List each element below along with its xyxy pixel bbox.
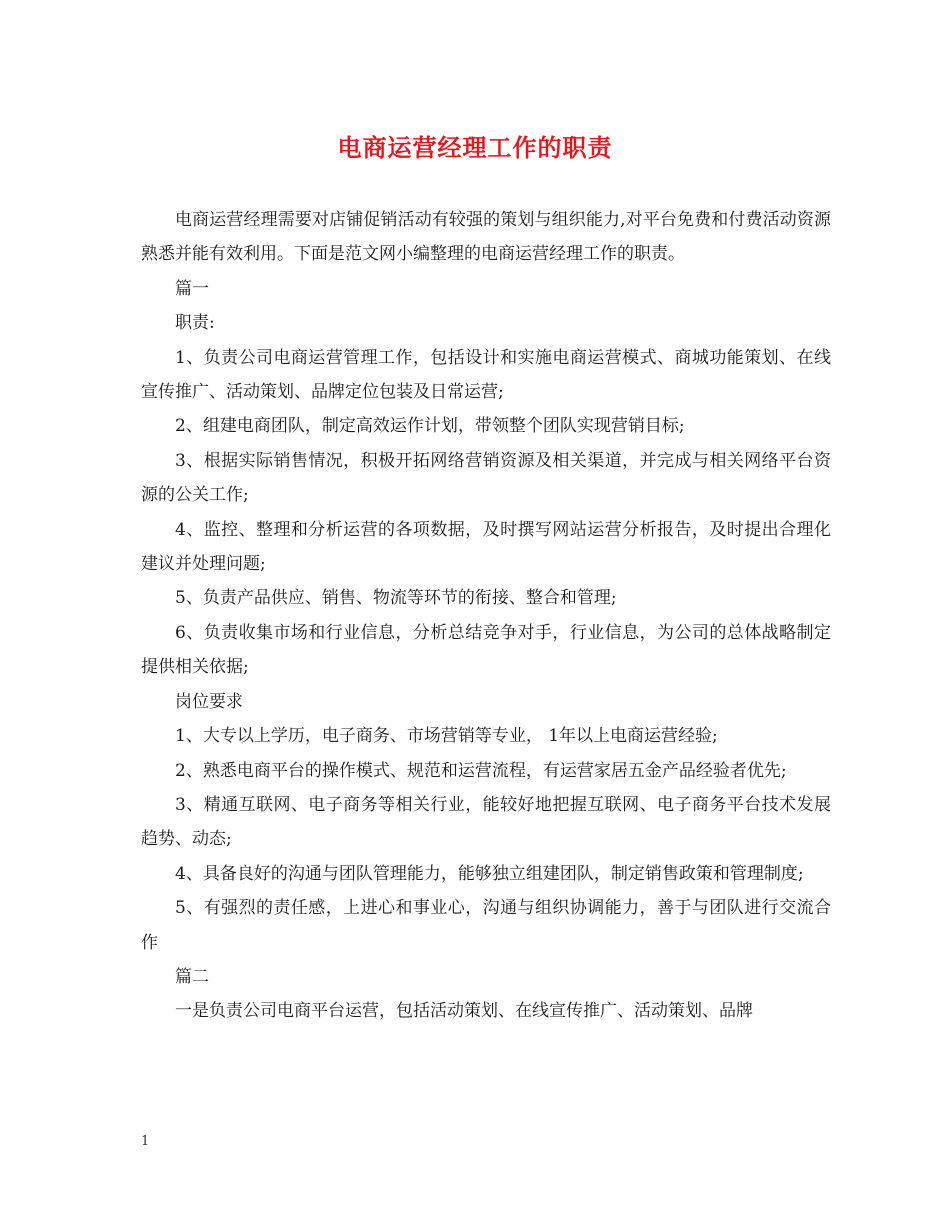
document-title: 电商运营经理工作的职责	[337, 133, 613, 162]
requirement-item-2: 2、熟悉电商平台的操作模式、规范和运营流程，有运营家居五金产品经验者优先;	[175, 760, 787, 781]
subheading-requirements: 岗位要求	[175, 691, 243, 712]
page-number: 1	[141, 1134, 150, 1149]
requirement-item-4: 4、具备良好的沟通与团队管理能力，能够独立组建团队，制定销售政策和管理制度;	[175, 863, 804, 884]
section-heading-part-one: 篇一	[175, 278, 209, 299]
document-body	[141, 203, 831, 1029]
duty-item-2: 2、组建电商团队，制定高效运作计划，带领整个团队实现营销目标;	[175, 416, 685, 437]
requirement-item-3: 3、精通互联网、电子商务等相关行业，能较好地把握互联网、电子商务平台技术发展趋势、动态;	[141, 794, 831, 850]
duty-item-4: 4、监控、整理和分析运营的各项数据，及时撰写网站运营分析报告，及时提出合理化建议并处理问题;	[141, 519, 831, 575]
part-two-item-1: 一是负责公司电商平台运营，包括活动策划、在线宣传推广、活动策划、品牌	[175, 1001, 753, 1022]
duty-item-3: 3、根据实际销售情况，积极开拓网络营销资源及相关渠道，并完成与相关网络平台资源的公关工作;	[141, 450, 831, 506]
paragraph-intro: 电商运营经理需要对店铺促销活动有较强的策划与组织能力,对平台免费和付费活动资源熟悉并能有效利用。下面是范文网小编整理的电商运营经理工作的职责。	[141, 210, 831, 265]
duty-item-1: 1、负责公司电商运营管理工作，包括设计和实施电商运营模式、商城功能策划、在线宣传推广、活动策划、品牌定位包装及日常运营;	[141, 347, 831, 403]
subheading-duties: 职责:	[175, 313, 215, 334]
requirement-item-1: 1、大专以上学历，电子商务、市场营销等专业， 1年以上电商运营经验;	[175, 726, 718, 747]
duty-item-5: 5、负责产品供应、销售、物流等环节的衔接、整合和管理;	[175, 588, 617, 609]
section-heading-part-two: 篇二	[175, 966, 209, 987]
duty-item-6: 6、负责收集市场和行业信息，分析总结竞争对手，行业信息，为公司的总体战略制定提供相关依据;	[141, 622, 831, 678]
requirement-item-5: 5、有强烈的责任感，上进心和事业心，沟通与组织协调能力，善于与团队进行交流合作	[141, 898, 831, 953]
